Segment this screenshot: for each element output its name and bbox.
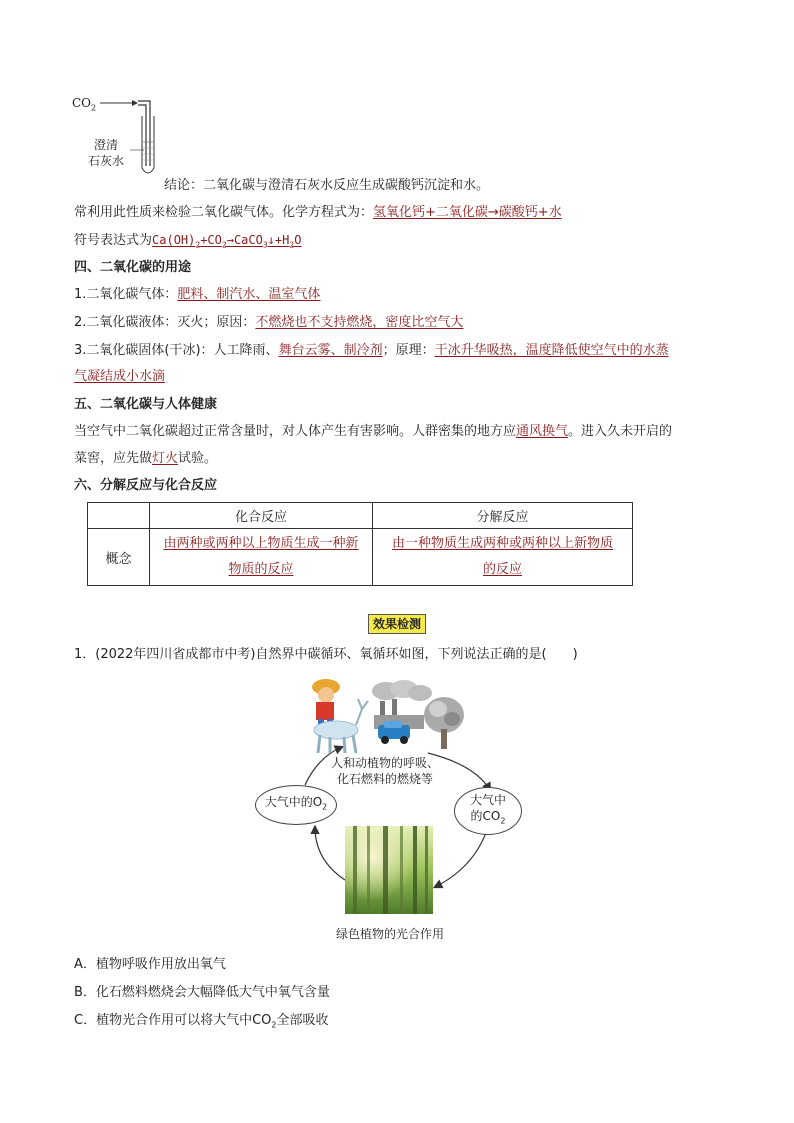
table-header-combination: 化合反应 [150,503,373,529]
table-row-label: 概念 [88,529,150,586]
carbon-oxygen-cycle-diagram [250,675,530,945]
conclusion-text: 结论：二氧化碳与澄清石灰水反应生成碳酸钙沉淀和水。 [164,178,490,193]
option-c[interactable]: C．植物光合作用可以将大气中$CO_2$全部吸收 [74,1013,329,1030]
section5-title: 五、二氧化碳与人体健康 [74,397,218,412]
forest-photo-icon [345,826,433,914]
health-para-line1: 当空气中二氧化碳超过正常含量时，对人体产生有害影响。人群密集的地方应通风换气。进入久未开启的 [74,424,673,439]
symbol-line: 符号表达式为$Ca(OH)_2+CO_2\to CaCO_3↓+H_2O$ [74,233,302,250]
use-gas-answer: 肥料、制汽水、温室气体 [177,287,321,302]
reaction-comparison-table [87,502,633,586]
burning-tree-icon [420,693,470,753]
use-solid-answer-2: 干冰升华吸热，温度降低使空气中的水蒸 [434,343,669,358]
table-header-row [88,503,633,529]
atmospheric-o2-node: 大气中的$O_2$ [255,785,337,825]
photosynthesis-label: 绿色植物的光合作用 [335,927,444,941]
test-line: 常利用此性质来检验二氧化碳气体。化学方程式为：氢氧化钙+二氧化碳→碳酸钙+水 [74,205,562,220]
use-liquid-line: 2.二氧化碳液体：灭火；原因：不燃烧也不支持燃烧，密度比空气大 [74,315,464,330]
section6-title: 六、分解反应与化合反应 [74,478,218,493]
symbol-equation-answer: $Ca(OH)_2+CO_2\to CaCO_3↓+H_2O$ [152,233,302,250]
word-equation-answer: 氢氧化钙+二氧化碳→碳酸钙+水 [373,205,562,220]
table-row [88,529,633,586]
section4-title: 四、二氧化碳的用途 [74,260,192,275]
co2-apparatus [70,92,170,182]
ventilation-answer: 通风换气 [516,424,569,439]
use-solid-answer-1: 舞台云雾、制冷剂 [278,343,383,358]
use-solid-line-cont [74,367,165,387]
limewater-label-1: 澄清 [94,138,119,152]
question-stem: 1．(2022年四川省成都市中考)自然界中碳循环、氧循环如图，下列说法正确的是( ) [74,647,578,662]
person-deer-icon [298,675,373,755]
decomposition-definition: 由一种物质生成两种或两种以上新物质 的反应 [373,529,633,586]
option-a[interactable]: A．植物呼吸作用放出氧气 [74,957,226,972]
use-gas-line: 1.二氧化碳气体：肥料、制汽水、温室气体 [74,287,321,302]
respiration-label: 人和动植物的呼吸、 化石燃料的燃烧等 [330,756,439,786]
table-header-decomposition: 分解反应 [373,503,633,529]
combination-definition: 由两种或两种以上物质生成一种新 物质的反应 [150,529,373,586]
option-b[interactable]: B．化石燃料燃烧会大幅降低大气中氧气含量 [74,985,330,1000]
table-corner-cell [88,503,150,529]
co2-label: $CO_2$ [72,96,97,113]
use-liquid-answer: 不燃烧也不支持燃烧，密度比空气大 [255,315,464,330]
use-solid-line: 3.二氧化碳固体(干冰)：人工降雨、舞台云雾、制冷剂；原理：干冰升华吸热，温度降低使空气中的水蒸 [74,343,669,358]
effect-test-badge: 效果检测 [368,614,426,634]
lamp-test-answer: 灯火 [152,451,179,466]
use-solid-answer-2-cont: 气凝结成小水滴 [74,369,166,384]
health-para-line2: 菜窖，应先做灯火试验。 [74,451,218,466]
limewater-label-2: 石灰水 [88,154,125,168]
atmospheric-co2-node: 大气中 的$CO_2$ [454,787,522,835]
